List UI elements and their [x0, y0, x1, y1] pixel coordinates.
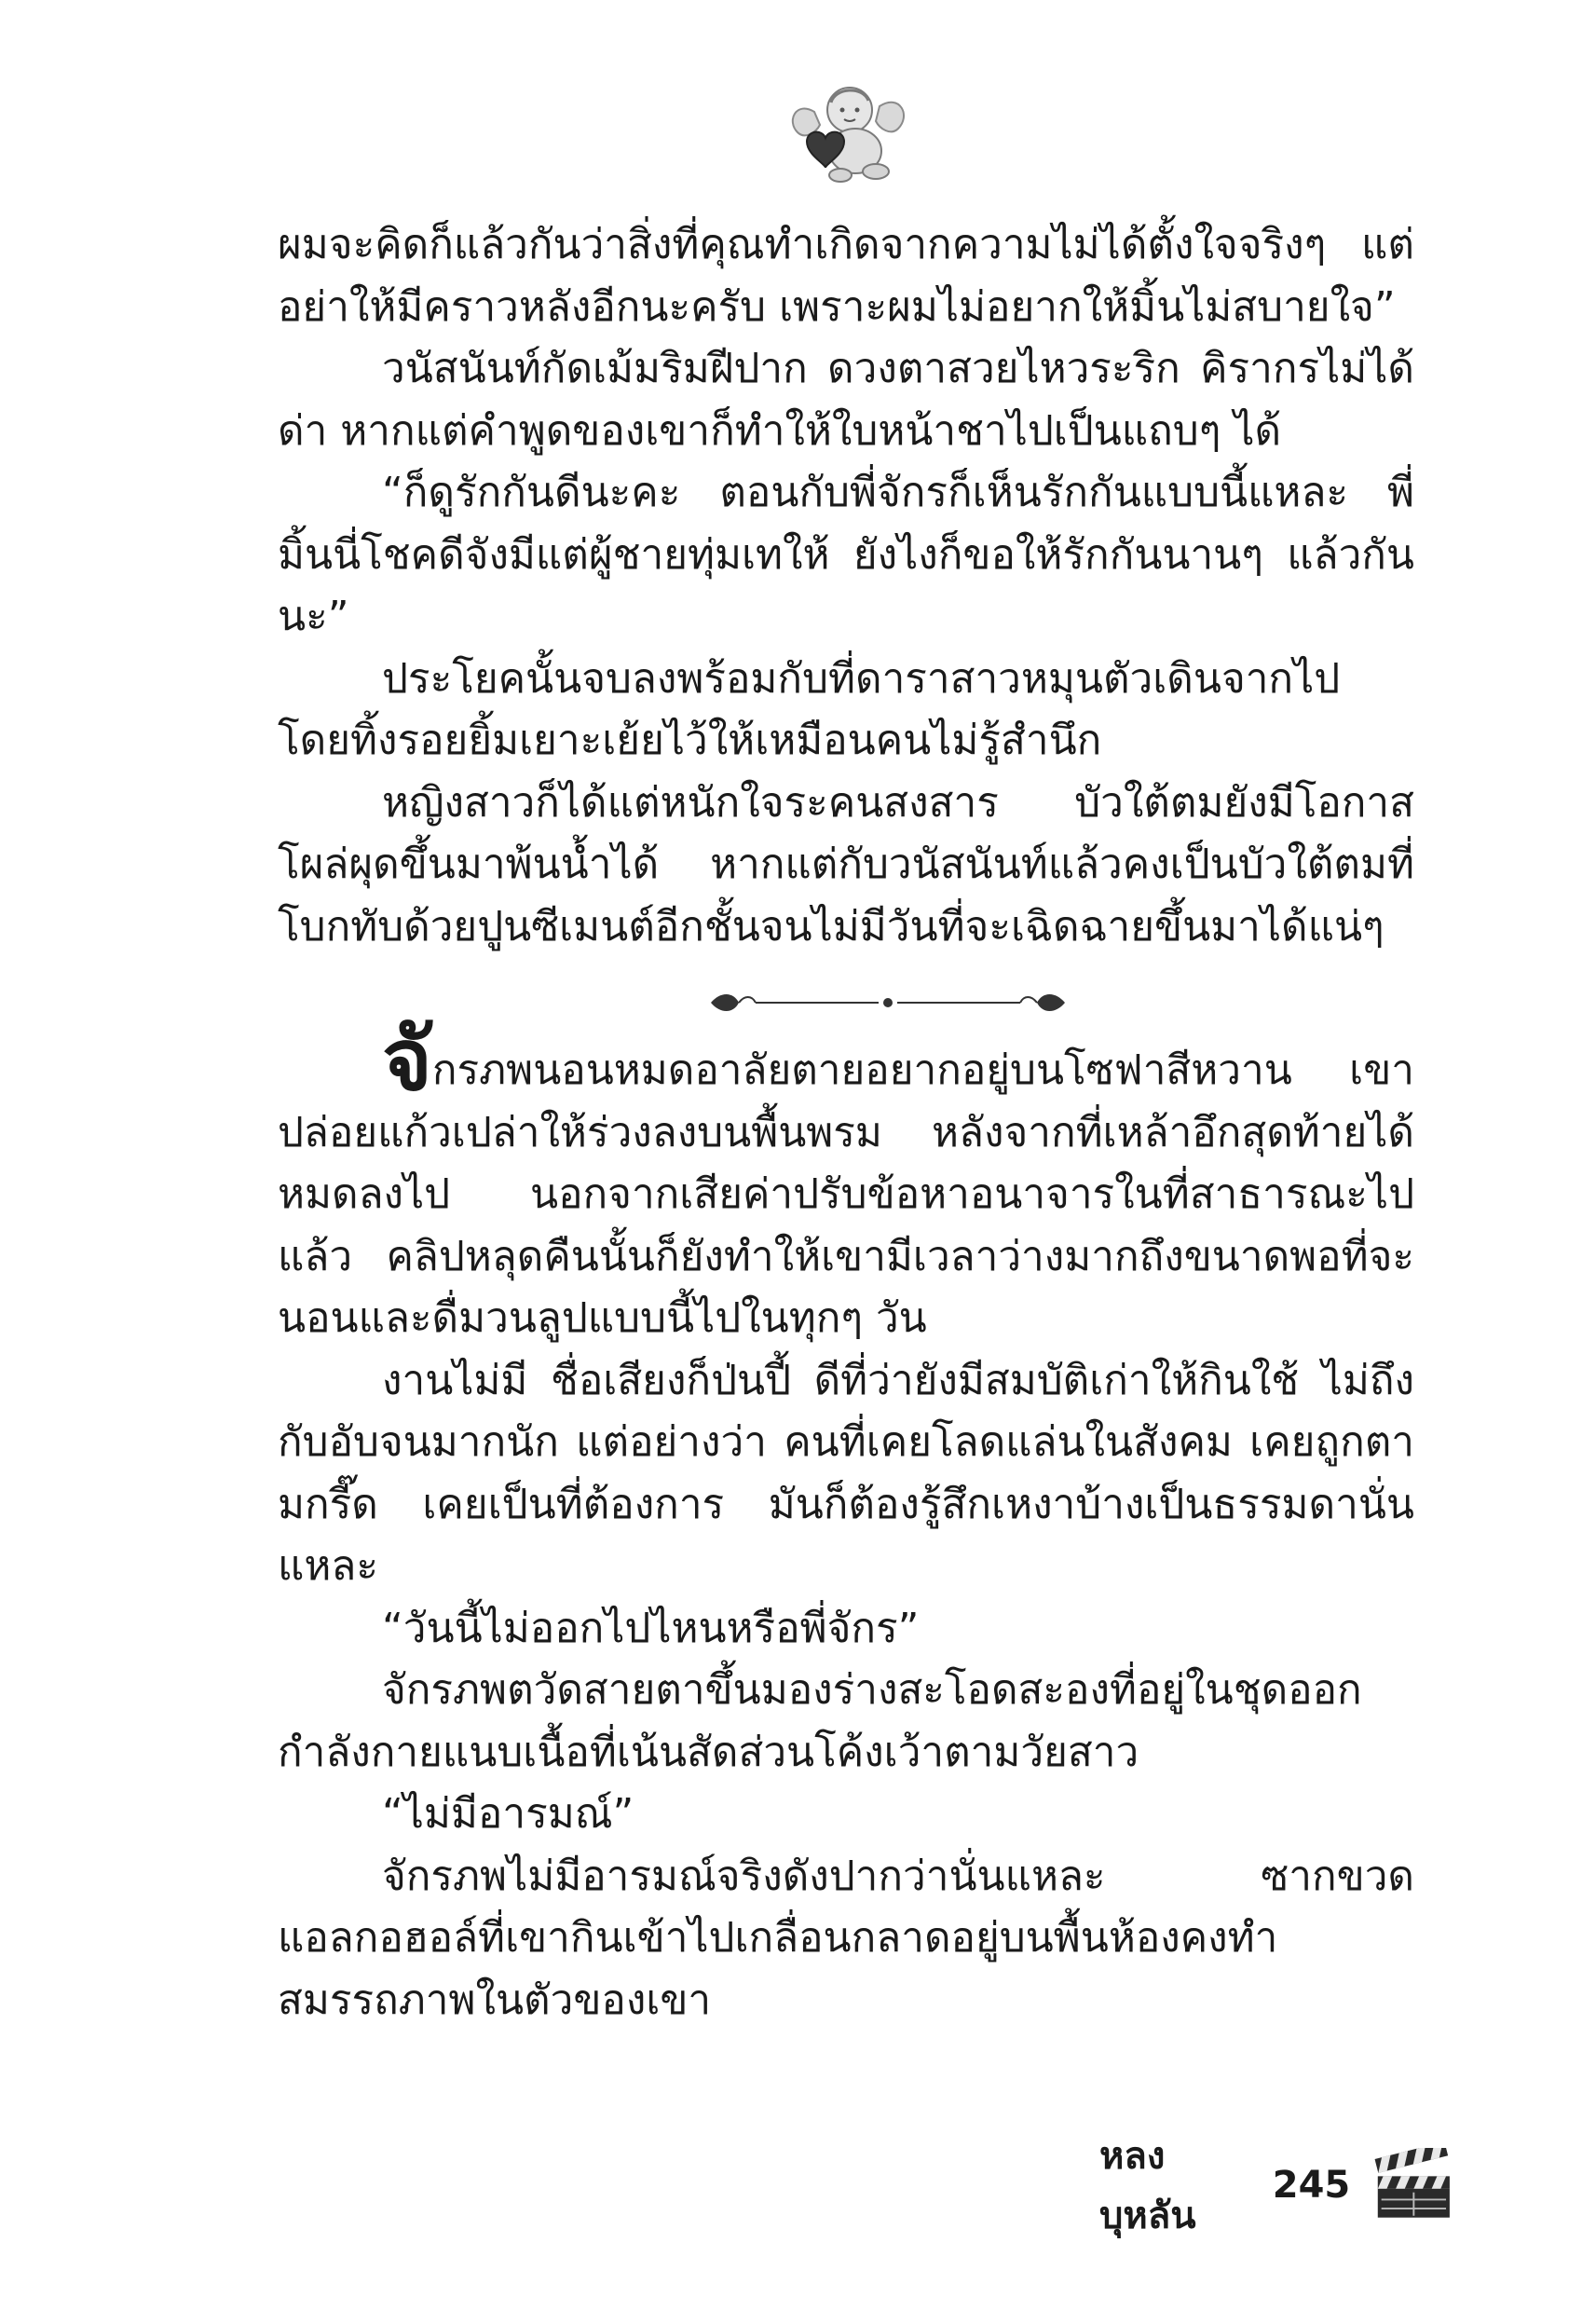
dropcap-paragraph [278, 1010, 1414, 1350]
paragraph-text: กรภพนอนหมดอาลัยตายอยากอยู่บนโซฟาสีหวาน เขาปล่อยแก้วเปล่าให้ร่วงลงบนพื้นพรม หลังจากที่เหล้าอึกสุดท้ายได้หมดลงไป นอกจากเสียค่าปรับข้อหาอนาจารในที่สาธารณะไปแล้ว คลิปหลุดคืนนั้นก็ยังทำให้เขามีเวลาว่างมากถึงขนาดพอที่จะนอนและดื่มวนลูปแบบนี้ไปในทุกๆ วัน [278, 1046, 1414, 1342]
paragraph: หญิงสาวก็ได้แต่หนักใจระคนสงสาร บัวใต้ตมยังมีโอกาสโผล่ผุดขึ้นมาพ้นน้ำได้ หากแต่กับวนัสนันท์แล้วคงเป็นบัวใต้ตมที่โบกทับด้วยปูนซีเมนต์อีกชั้นจนไม่มีวันที่จะเฉิดฉายขึ้นมาได้แน่ๆ [278, 778, 1414, 950]
paragraph: งานไม่มี ชื่อเสียงก็ป่นปี้ ดีที่ว่ายังมีสมบัติเก่าให้กินใช้ ไม่ถึงกับอับจนมากนัก แต่อย่างว่า คนที่เคยโลดแล่นในสังคม เคยถูกตามกรี๊ด เคยเป็นที่ต้องการ มันก็ต้องรู้สึกเหงาบ้างเป็นธรรมดานั่นแหละ [278, 1356, 1414, 1590]
paragraph: “ก็ดูรักกันดีนะคะ ตอนกับพี่จักรก็เห็นรักกันแบบนี้แหละ พี่มิ้นนี่โชคดีจังมีแต่ผู้ชายทุ่มเทให้ ยังไงก็ขอให้รักกันนานๆ แล้วกันนะ” [278, 469, 1414, 640]
paragraph: ผมจะคิดก็แล้วกันว่าสิ่งที่คุณทำเกิดจากความไม่ได้ตั้งใจจริงๆ แต่อย่าให้มีคราวหลังอีกนะครับ เพราะผมไม่อยากให้มิ้นไม่สบายใจ” [278, 221, 1414, 331]
paragraph: “วันนี้ไม่ออกไปไหนหรือพี่จักร” [382, 1604, 920, 1652]
ornamental-divider-icon [702, 984, 1074, 1021]
paragraph: “ไม่มีอารมณ์” [382, 1790, 634, 1838]
paragraph: ประโยคนั้นจบลงพร้อมกับที่ดาราสาวหมุนตัวเดินจากไป โดยทิ้งรอยยิ้มเยาะเย้ยไว้ให้เหมือนคนไม่รู้สำนึก [278, 654, 1341, 764]
page-body [278, 214, 1414, 2031]
paragraph: จักรภพตวัดสายตาขึ้นมองร่างสะโอดสะองที่อยู่ในชุดออกกำลังกายแนบเนื้อที่เน้นสัดส่วนโค้งเว้าตามวัยสาว [278, 1666, 1362, 1776]
film-clapperboard-icon [1372, 2148, 1453, 2222]
page-footer [1099, 2135, 1453, 2237]
drop-cap: จั [382, 1010, 432, 1110]
cherub-heart-icon [779, 75, 919, 186]
paragraph: วนัสนันท์กัดเม้มริมฝีปาก ดวงตาสวยไหวระริก คิรากรไม่ได้ด่า หากแต่คำพูดของเขาก็ทำให้ใบหน้าชาไปเป็นแถบๆ ได้ [278, 345, 1414, 455]
book-title: หลงบุหลัน [1099, 2135, 1196, 2237]
paragraph: จักรภพไม่มีอารมณ์จริงดังปากว่านั่นแหละ ซากขวดแอลกอฮอล์ที่เขากินเข้าไปเกลื่อนกลาดอยู่บนพื้นห้องคงทำสมรรถภาพในตัวของเขา [278, 1852, 1414, 2024]
page-number: 245 [1272, 2164, 1351, 2207]
